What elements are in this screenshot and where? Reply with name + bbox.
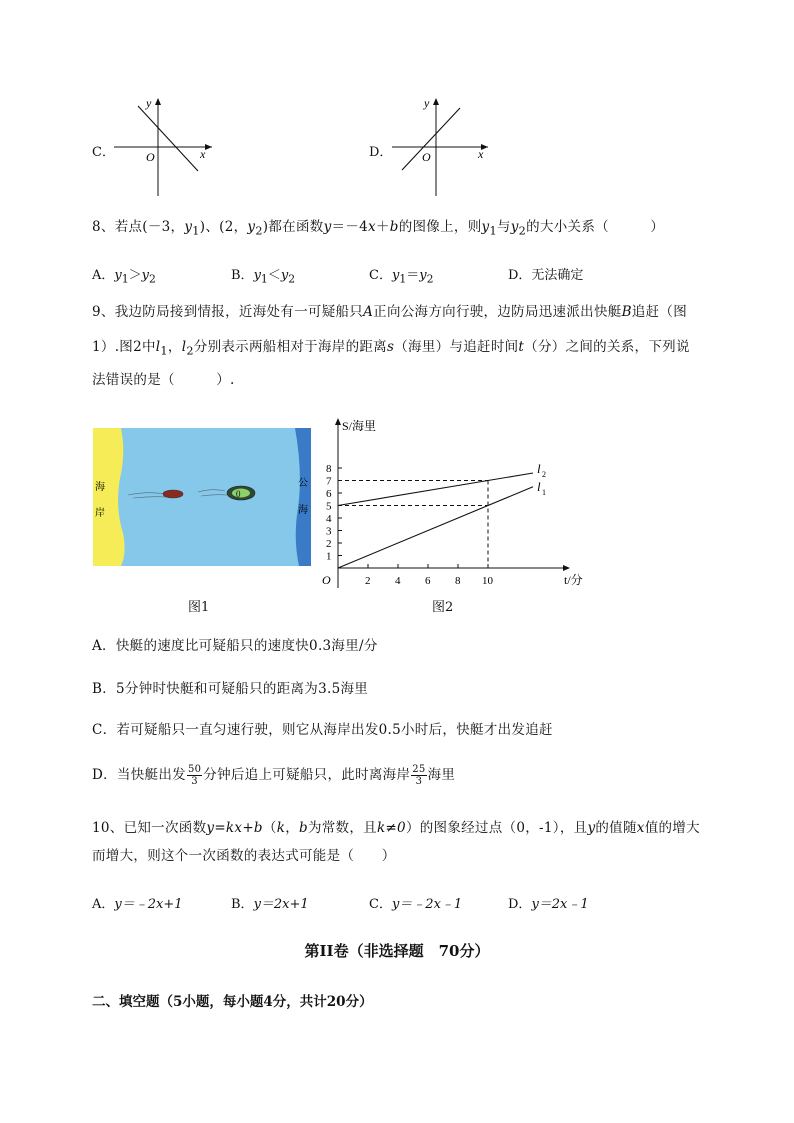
x-tick-label: 2	[365, 575, 371, 587]
chart-origin: O	[322, 573, 331, 587]
speedboat-label: 0	[236, 489, 241, 499]
q7-option-c-label: C．	[92, 145, 115, 160]
q10-stem-line1: 10、已知一次函数y=kx+b（k，b为常数，且k≠0）的图象经过点（0，-1），且y的值随x值的增大	[92, 820, 700, 836]
q10-stem-line2: 而增大，则这个一次函数的表达式可能是（ ）	[92, 848, 396, 864]
series-label-l2: l	[537, 461, 541, 476]
series-label-sub-l2: 2	[542, 470, 546, 479]
q9-figure1	[93, 428, 311, 568]
fig2-caption: 图2	[432, 600, 454, 615]
q9-option-a: A．快艇的速度比可疑船只的速度快0.3海里/分	[92, 638, 378, 654]
x-axis-label: t/分	[564, 573, 583, 587]
x-tick-label: 6	[425, 575, 431, 587]
q7-option-d-label: D．	[369, 145, 393, 160]
q9-option-c: C．若可疑船只一直匀速行驶，则它从海岸出发0.5小时后，快艇才出发追赶	[92, 722, 553, 738]
x-tick-label: 8	[455, 575, 461, 587]
section2-heading: 二、填空题（5小题，每小题4分，共计20分）	[92, 994, 373, 1010]
series-label-l1: l	[537, 478, 541, 494]
suspicious-ship-icon	[163, 490, 183, 498]
fig1-sea-bottom: 海	[298, 505, 308, 516]
q9-option-d: D．当快艇出发 $\frac{50}{3}$ 分钟后追上可疑船只，此时离海岸 $\frac{25}{3}$ 海里	[92, 764, 456, 787]
y-tick-label: 6	[326, 488, 332, 500]
y-tick-label: 3	[326, 525, 332, 538]
q7c-origin: O	[146, 150, 155, 164]
q7-option-c-graph	[110, 94, 220, 198]
q8-option-a: A．$y_1>y_2$	[92, 268, 156, 286]
q8-option-c: C．$y_1=y_2$	[369, 268, 434, 286]
y-tick-label: 1	[326, 550, 332, 563]
y-tick-label: 4	[326, 513, 332, 525]
q8-stem: 8、若点(－3，$y_1$)、(2，$y_2$)都在函数y＝－4x＋b的图像上，则$y_1$与$y_2$的大小关系（ ）	[92, 219, 665, 238]
x-axis-arrow	[563, 565, 570, 571]
x-tick-label: 4	[395, 575, 401, 587]
q8-option-b: B．$y_1<y_2$	[231, 268, 296, 286]
y-axis-label: S/海里	[342, 419, 377, 433]
q8-option-d: D．无法确定	[508, 268, 584, 283]
q7d-x-label: x	[478, 147, 484, 161]
fig1-shore-top: 海	[95, 482, 105, 493]
series-line-l2	[338, 473, 533, 506]
q7c-x-label: x	[200, 147, 206, 161]
q10-option-d: D．y＝2x﹣1	[508, 897, 589, 912]
q9-stem-line1: 9、我边防局接到情报，近海处有一可疑船只A正向公海方向行驶，边防局迅速派出快艇B追赶（图	[92, 304, 687, 320]
q7d-y-label: y	[424, 96, 430, 110]
y-axis-arrow	[335, 418, 341, 425]
fig1-shore-bottom: 岸	[95, 508, 105, 519]
q10-option-c: C．y＝﹣2x﹣1	[369, 897, 463, 912]
q10-option-b: B．y＝2x+1	[231, 897, 309, 912]
fig1-caption: 图1	[188, 600, 210, 615]
series-label-sub-l1: 1	[542, 487, 546, 497]
fig1-sea-top: 公	[298, 478, 308, 489]
series-line-l1	[338, 487, 533, 568]
q9-stem-line3: 法错误的是（ ）.	[92, 372, 235, 388]
q9-figure2-chart	[314, 412, 596, 600]
q9-stem-line2: 1）.图2中$l_1$，$l_2$分别表示两船相对于海岸的距离s（海里）与追赶时间t（分）之间的关系，下列说	[92, 339, 690, 358]
q9-option-b: B．5分钟时快艇和可疑船只的距离为3.5海里	[92, 681, 369, 697]
q7c-y-label: y	[146, 96, 152, 110]
section2-title: 第II卷（非选择题 70分）	[304, 942, 490, 960]
y-tick-label: 8	[326, 463, 332, 475]
x-tick-label: 10	[482, 575, 493, 587]
q7d-origin: O	[422, 150, 431, 164]
y-tick-label: 2	[326, 538, 332, 550]
q7-option-d-graph	[388, 94, 498, 198]
q10-option-a: A．y＝﹣2x+1	[92, 897, 183, 912]
y-tick-label: 5	[326, 500, 332, 513]
y-tick-label: 7	[326, 475, 332, 488]
